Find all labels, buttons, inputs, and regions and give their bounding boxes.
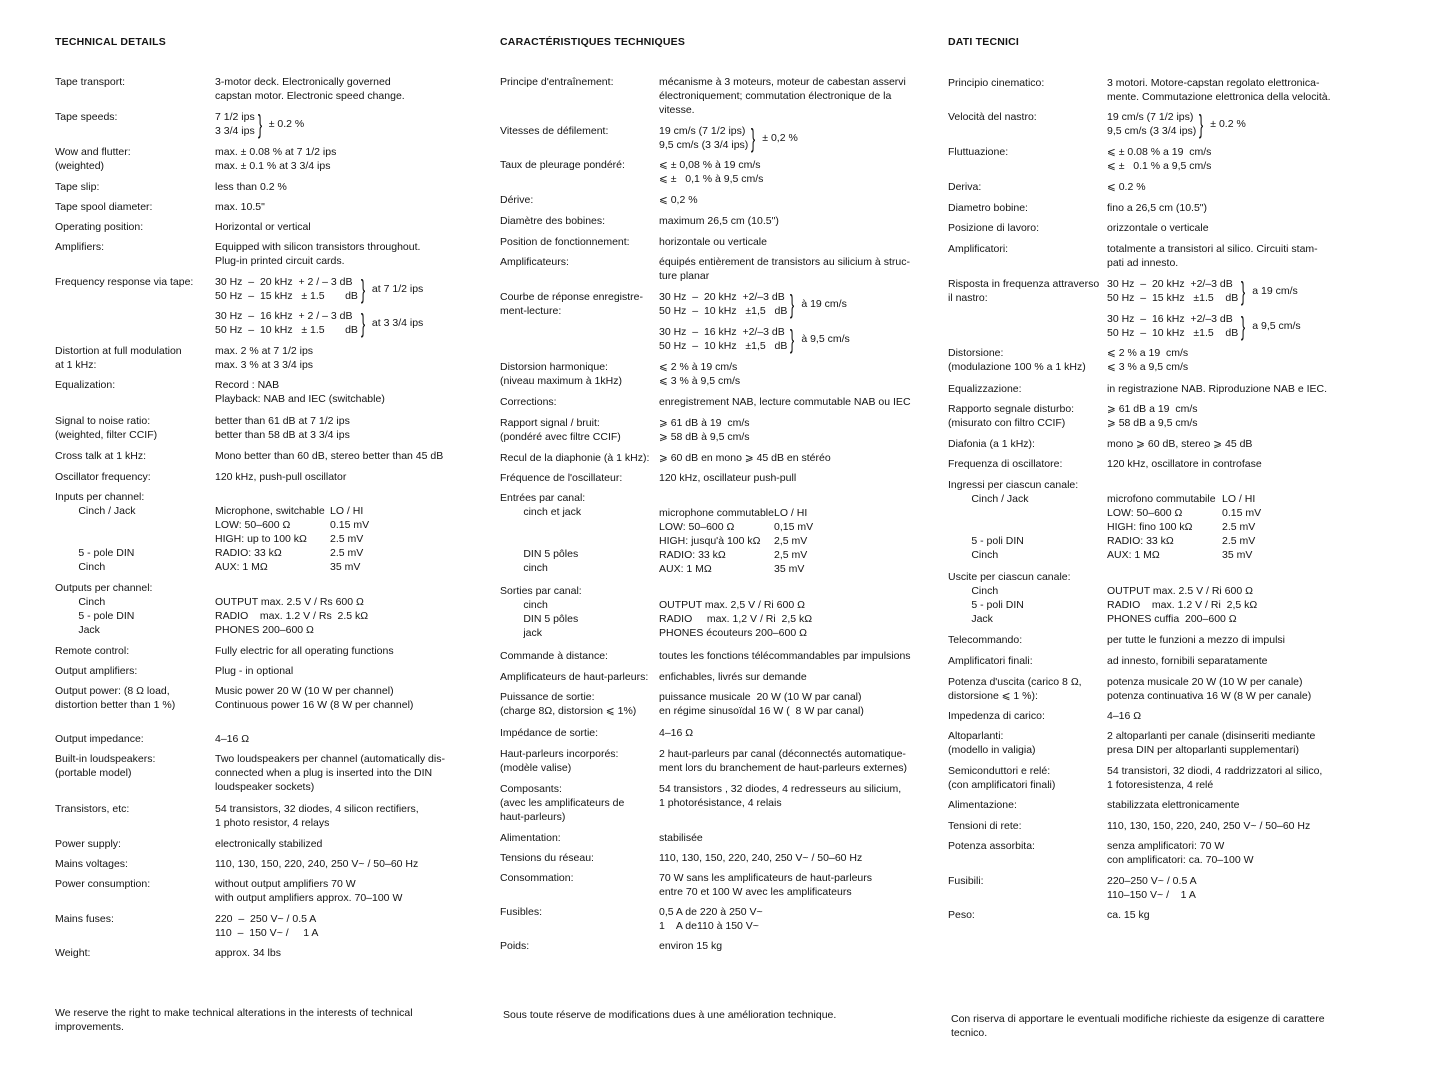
spec-value: mécanisme à 3 moteurs, moteur de cabestan asservi électroniquement; commutation électronique de la vitesse. xyxy=(659,76,906,116)
spec-label: Amplificateurs: xyxy=(500,256,569,268)
brace-icon: } xyxy=(360,308,366,338)
spec-value: maximum 26,5 cm (10.5") xyxy=(659,215,779,227)
spec-value: Fully electric for all operating functions xyxy=(215,645,394,657)
input-level: 0,15 mV xyxy=(774,521,814,533)
freq-values: 30 Hz – 20 kHz +2/–3 dB 50 Hz – 15 kHz ±1.5 dB xyxy=(1107,278,1239,304)
input-level: 0.15 mV xyxy=(330,519,370,531)
spec-label: Diamètre des bobines: xyxy=(500,215,606,227)
spec-value: équipés entièrement de transistors au silicium à struc- ture planar xyxy=(659,256,910,282)
freq-speed: at 3 3/4 ips xyxy=(371,317,424,329)
spec-label: Commande à distance: xyxy=(500,650,608,662)
freq-speed: a 19 cm/s xyxy=(1252,285,1298,297)
spec-value: 54 transistors, 32 diodes, 4 silicon rectifiers, 1 photo resistor, 4 relays xyxy=(215,803,419,829)
freq-values: 30 Hz – 16 kHz +2/–3 dB 50 Hz – 10 kHz ±1.5 dB xyxy=(1107,313,1239,339)
freq-values: 30 Hz – 20 kHz +2/–3 dB 50 Hz – 10 kHz ±1,5 dB xyxy=(659,291,788,317)
spec-label: Equalizzazione: xyxy=(948,383,1022,395)
spec-value: stabilisée xyxy=(659,832,703,844)
spec-label: Amplificatori: xyxy=(948,243,1009,255)
spec-label: Deriva: xyxy=(948,181,982,193)
spec-label: Tensioni di rete: xyxy=(948,820,1022,832)
spec-value xyxy=(215,110,304,138)
spec-label: Amplificatori finali: xyxy=(948,655,1033,667)
spec-value: ⩾ 61 dB a 19 cm/s ⩾ 58 dB a 9,5 cm/s xyxy=(1107,403,1198,429)
spec-value: 54 transistori, 32 diodi, 4 raddrizzatori al silico, 1 fotoresistenza, 4 relé xyxy=(1107,765,1323,791)
input-name: RADIO: 33 kΩ xyxy=(215,547,282,559)
spec-value: 120 kHz, oscillateur push-pull xyxy=(659,472,797,484)
input-level: 2,5 mV xyxy=(774,549,808,561)
spec-value: ad innesto, fornibili separatamente xyxy=(1107,655,1268,667)
spec-value: 70 W sans les amplificateurs de haut-parleurs entre 70 et 100 W avec les amplificateurs xyxy=(659,872,873,898)
spec-label: Uscite per ciascun canale: Cinch 5 - poli DIN Jack xyxy=(948,571,1071,625)
brace-icon: } xyxy=(1241,311,1246,341)
spec-value: ⩽ 0,2 % xyxy=(659,194,698,206)
section-title-fr: CARACTÉRISTIQUES TECHNIQUES xyxy=(500,36,686,48)
footnote-en: We reserve the right to make technical alterations in the interests of technical improvements. xyxy=(55,1007,413,1033)
input-level: 2,5 mV xyxy=(774,535,808,547)
spec-label: Altoparlanti: (modello in valigia) xyxy=(948,730,1036,756)
spec-label: Ingressi per ciascun canale: Cinch / Jack 5 - poli DIN Cinch xyxy=(948,479,1079,561)
spec-value: potenza musicale 20 W (10 W per canale) potenza continuativa 16 W (8 W per canale) xyxy=(1107,676,1312,702)
spec-value: ⩽ ± 0,08 % à 19 cm/s ⩽ ± 0,1 % à 9,5 cm/s xyxy=(659,159,764,185)
freq-values: 30 Hz – 20 kHz + 2 / – 3 dB 50 Hz – 15 kHz ± 1.5 dB xyxy=(215,276,358,302)
spec-label: Fréquence de l'oscillateur: xyxy=(500,472,623,484)
spec-value: enregistrement NAB, lecture commutable NAB ou IEC xyxy=(659,396,911,408)
input-name: HIGH: fino 100 kΩ xyxy=(1107,521,1193,533)
spec-label: Wow and flutter: (weighted) xyxy=(55,146,131,172)
spec-label: Peso: xyxy=(948,909,975,921)
input-level: 2.5 mV xyxy=(330,547,364,559)
tolerance: ± 0,2 % xyxy=(762,132,798,144)
footnote-it: Con riserva di apportare le eventuali modifiche richieste da esigenze di carattere tecnico. xyxy=(951,1013,1325,1039)
spec-label: Puissance de sortie: (charge 8Ω, distorsion ⩽ 1%) xyxy=(500,691,637,717)
spec-label: Operating position: xyxy=(55,221,144,233)
input-name: LOW: 50–600 Ω xyxy=(215,519,291,531)
input-name: RADIO: 33 kΩ xyxy=(1107,535,1174,547)
spec-label: Corrections: xyxy=(500,396,557,408)
spec-label: Distortion at full modulation at 1 kHz: xyxy=(55,345,182,371)
spec-label: Velocità del nastro: xyxy=(948,111,1037,123)
spec-value: OUTPUT max. 2,5 V / Ri 600 Ω RADIO max. 1,2 V / Ri 2,5 kΩ PHONES écouteurs 200–600 Ω xyxy=(659,599,813,639)
spec-value: senza amplificatori: 70 W con amplificatori: ca. 70–100 W xyxy=(1107,840,1254,866)
brace-icon: } xyxy=(360,274,366,304)
spec-label: Fusibles: xyxy=(500,906,543,918)
spec-value: ⩽ 2 % a 19 cm/s ⩽ 3 % a 9,5 cm/s xyxy=(1107,347,1189,373)
spec-label: Risposta in frequenza attraverso il nastro: xyxy=(948,278,1100,304)
spec-value: Music power 20 W (10 W per channel) Continuous power 16 W (8 W per channel) xyxy=(215,685,414,711)
spec-label: Output power: (8 Ω load, distortion better than 1 %) xyxy=(55,685,176,711)
spec-value: 120 kHz, oscillatore in controfase xyxy=(1107,458,1262,470)
spec-value: approx. 34 lbs xyxy=(215,947,281,959)
spec-label: Fluttuazione: xyxy=(948,146,1009,158)
brace-icon: } xyxy=(751,123,756,153)
spec-value: 4–16 Ω xyxy=(215,733,250,745)
input-level: 2.5 mV xyxy=(1222,521,1256,533)
tolerance: ± 0.2 % xyxy=(1210,118,1246,130)
spec-label: Posizione di lavoro: xyxy=(948,222,1040,234)
spec-label: Outputs per channel: Cinch 5 - pole DIN Jack xyxy=(55,582,153,636)
input-level: 2.5 mV xyxy=(1222,535,1256,547)
spec-label: Inputs per channel: Cinch / Jack 5 - pole DIN Cinch xyxy=(55,491,145,573)
spec-label: Alimentation: xyxy=(500,832,561,844)
spec-label: Principio cinematico: xyxy=(948,77,1045,89)
speed-values: 19 cm/s (7 1/2 ips) 9,5 cm/s (3 3/4 ips) xyxy=(659,125,749,151)
input-name: RADIO: 33 kΩ xyxy=(659,549,726,561)
spec-value: ⩾ 61 dB à 19 cm/s ⩾ 58 dB à 9,5 cm/s xyxy=(659,417,750,443)
spec-value: Record : NAB Playback: NAB and IEC (switchable) xyxy=(215,379,385,405)
spec-label: Position de fonctionnement: xyxy=(500,236,630,248)
spec-label: Taux de pleurage pondéré: xyxy=(500,159,625,171)
freq-group-2 xyxy=(215,309,423,337)
spec-label: Remote control: xyxy=(55,645,130,657)
section-title-it: DATI TECNICI xyxy=(948,36,1020,48)
spec-value: 2 altoparlanti per canale (disinseriti mediante presa DIN per altoparlanti supplementari) xyxy=(1107,730,1316,756)
spec-label: Built-in loudspeakers: (portable model) xyxy=(55,753,156,779)
spec-value: in registrazione NAB. Riproduzione NAB e IEC. xyxy=(1107,383,1328,395)
freq-group-1 xyxy=(215,275,423,303)
spec-value: ⩽ ± 0.08 % a 19 cm/s ⩽ ± 0.1 % a 9,5 cm/s xyxy=(1107,146,1212,172)
spec-value: 4–16 Ω xyxy=(1107,710,1142,722)
speed-values: 19 cm/s (7 1/2 ips) 9,5 cm/s (3 3/4 ips) xyxy=(1107,111,1197,137)
spec-value: ⩽ 0.2 % xyxy=(1107,181,1146,193)
input-level: 35 mV xyxy=(330,561,361,573)
spec-label: Mains fuses: xyxy=(55,913,114,925)
spec-label: Poids: xyxy=(500,940,530,952)
spec-label: Courbe de réponse enregistre- ment-lecture: xyxy=(500,291,644,317)
input-level: 35 mV xyxy=(1222,549,1253,561)
spec-value: totalmente a transistori al silico. Circuiti stam- pati ad innesto. xyxy=(1107,243,1318,269)
spec-value: 4–16 Ω xyxy=(659,727,694,739)
spec-value: max. 2 % at 7 1/2 ips max. 3 % at 3 3/4 ips xyxy=(215,345,314,371)
spec-value: per tutte le funzioni a mezzo di impulsi xyxy=(1107,634,1286,646)
spec-label: Amplifiers: xyxy=(55,241,105,253)
spec-label: Tape transport: xyxy=(55,76,126,88)
spec-label: Dérive: xyxy=(500,194,534,206)
spec-label: Distorsione: (modulazione 100 % a 1 kHz) xyxy=(948,347,1086,373)
input-grid xyxy=(215,504,400,574)
freq-group-1 xyxy=(659,290,847,318)
input-name: microfono commutabile xyxy=(1107,493,1216,505)
spec-label: Impédance de sortie: xyxy=(500,727,599,739)
freq-speed: à 19 cm/s xyxy=(801,298,847,310)
input-grid xyxy=(1107,492,1292,562)
spec-value: 220 – 250 V~ / 0.5 A 110 – 150 V~ / 1 A xyxy=(215,913,319,939)
spec-value: environ 15 kg xyxy=(659,940,723,952)
input-name: LOW: 50–600 Ω xyxy=(659,521,735,533)
freq-speed: a 9,5 cm/s xyxy=(1252,320,1301,332)
spec-label: Output amplifiers: xyxy=(55,665,138,677)
spec-label: Rapporto segnale disturbo: (misurato con filtro CCIF) xyxy=(948,403,1075,429)
input-grid xyxy=(659,506,844,576)
footnote-fr: Sous toute réserve de modifications dues à une amélioration technique. xyxy=(503,1009,837,1021)
spec-value: 110, 130, 150, 220, 240, 250 V~ / 50–60 Hz xyxy=(215,858,419,870)
freq-speed: à 9,5 cm/s xyxy=(801,333,850,345)
spec-label: Composants: (avec les amplificateurs de haut-parleurs) xyxy=(500,783,625,823)
spec-label: Recul de la diaphonie (à 1 kHz): xyxy=(500,452,650,464)
spec-value: 220–250 V~ / 0.5 A 110–150 V~ / 1 A xyxy=(1107,875,1197,901)
brace-icon: } xyxy=(257,109,262,139)
spec-label: Output impedance: xyxy=(55,733,144,745)
input-level: 0.15 mV xyxy=(1222,507,1262,519)
spec-value: without output amplifiers 70 W with output amplifiers approx. 70–100 W xyxy=(215,878,403,904)
freq-values: 30 Hz – 16 kHz +2/–3 dB 50 Hz – 10 kHz ±1,5 dB xyxy=(659,326,788,352)
spec-label: Power consumption: xyxy=(55,878,151,890)
spec-value xyxy=(659,124,798,152)
spec-label: Frequenza di oscillatore: xyxy=(948,458,1063,470)
freq-values: 30 Hz – 16 kHz + 2 / – 3 dB 50 Hz – 10 kHz ± 1.5 dB xyxy=(215,310,358,336)
spec-value: 110, 130, 150, 220, 240, 250 V~ / 50–60 Hz xyxy=(659,852,863,864)
input-name: microphone commutable xyxy=(659,507,774,519)
spec-value: fino a 26,5 cm (10.5") xyxy=(1107,202,1208,214)
spec-value: OUTPUT max. 2.5 V / Ri 600 Ω RADIO max. 1.2 V / Ri 2,5 kΩ PHONES cuffia 200–600 Ω xyxy=(1107,585,1258,625)
spec-label: Power supply: xyxy=(55,838,121,850)
spec-value: Plug - in optional xyxy=(215,665,294,677)
spec-value: horizontale ou verticale xyxy=(659,236,767,248)
spec-label: Telecommando: xyxy=(948,634,1023,646)
spec-label: Alimentazione: xyxy=(948,799,1017,811)
input-level: LO / HI xyxy=(1222,493,1256,505)
spec-value: toutes les fonctions télécommandables par impulsions xyxy=(659,650,911,662)
spec-value: ca. 15 kg xyxy=(1107,909,1150,921)
spec-value: enfichables, livrés sur demande xyxy=(659,671,807,683)
spec-label: Impedenza di carico: xyxy=(948,710,1045,722)
spec-label: Vitesses de défilement: xyxy=(500,125,609,137)
spec-label: Equalization: xyxy=(55,379,116,391)
input-level: 2.5 mV xyxy=(330,533,364,545)
spec-label: Tape speeds: xyxy=(55,111,118,123)
speed-values: 7 1/2 ips 3 3/4 ips xyxy=(215,111,255,137)
spec-label: Principe d'entraînement: xyxy=(500,76,614,88)
spec-label: Signal to noise ratio: (weighted, filter CCIF) xyxy=(55,415,158,441)
input-name: AUX: 1 MΩ xyxy=(1107,549,1160,561)
spec-label: Semiconduttori e relé: (con amplificatori finali) xyxy=(948,765,1056,791)
input-name: AUX: 1 MΩ xyxy=(659,563,712,575)
spec-label: Entrées par canal: cinch et jack DIN 5 pôles cinch xyxy=(500,492,586,574)
spec-value: less than 0.2 % xyxy=(215,181,287,193)
input-name: HIGH: up to 100 kΩ xyxy=(215,533,307,545)
spec-value: 3-motor deck. Electronically governed capstan motor. Electronic speed change. xyxy=(215,76,405,102)
spec-value: OUTPUT max. 2.5 V / Rs 600 Ω RADIO max. 1.2 V / Rs 2.5 kΩ PHONES 200–600 Ω xyxy=(215,596,369,636)
input-name: Microphone, switchable xyxy=(215,505,325,517)
spec-value xyxy=(1107,110,1246,138)
spec-value: 120 kHz, push-pull oscillator xyxy=(215,471,347,483)
input-level: 35 mV xyxy=(774,563,805,575)
spec-label: Tensions du réseau: xyxy=(500,852,594,864)
tolerance: ± 0.2 % xyxy=(268,118,305,130)
brace-icon: } xyxy=(1199,109,1204,139)
spec-label: Rapport signal / bruit: (pondéré avec filtre CCIF) xyxy=(500,417,621,443)
spec-value: max. ± 0.08 % at 7 1/2 ips max. ± 0.1 % at 3 3/4 ips xyxy=(215,146,337,172)
brace-icon: } xyxy=(790,289,795,319)
spec-label: Distorsion harmonique: (niveau maximum à 1kHz) xyxy=(500,361,622,387)
freq-group-2 xyxy=(1107,312,1301,340)
spec-value: max. 10.5" xyxy=(215,201,265,213)
spec-value: 54 transistors , 32 diodes, 4 redresseurs au silicium, 1 photorésistance, 4 relais xyxy=(659,783,902,809)
spec-label: Tape spool diameter: xyxy=(55,201,153,213)
spec-value: orizzontale o verticale xyxy=(1107,222,1209,234)
freq-group-2 xyxy=(659,325,850,353)
spec-label: Amplificateurs de haut-parleurs: xyxy=(500,671,649,683)
brace-icon: } xyxy=(790,324,795,354)
spec-value: electronically stabilized xyxy=(215,838,323,850)
input-name: AUX: 1 MΩ xyxy=(215,561,268,573)
spec-value: Two loudspeakers per channel (automatically dis- connected when a plug is inserted into the DIN loudspeaker sockets) xyxy=(215,753,445,793)
spec-value: 2 haut-parleurs par canal (déconnectés automatique- ment lors du branchement de haut-parleurs externes) xyxy=(659,748,908,774)
spec-label: Potenza d'uscita (carico 8 Ω, distorsione ⩽ 1 %): xyxy=(948,676,1082,702)
input-level: LO / HI xyxy=(330,505,364,517)
spec-label: Consommation: xyxy=(500,872,574,884)
spec-label: Frequency response via tape: xyxy=(55,276,194,288)
spec-value: 0,5 A de 220 à 250 V~ 1 A de110 à 150 V~ xyxy=(659,906,763,932)
spec-label: Tape slip: xyxy=(55,181,100,193)
spec-value: Equipped with silicon transistors throughout. Plug-in printed circuit cards. xyxy=(215,241,421,267)
brace-icon: } xyxy=(1241,276,1246,306)
freq-speed: at 7 1/2 ips xyxy=(371,283,424,295)
input-name: LOW: 50–600 Ω xyxy=(1107,507,1183,519)
freq-group-1 xyxy=(1107,277,1298,305)
spec-label: Cross talk at 1 kHz: xyxy=(55,450,147,462)
spec-value: stabilizzata elettronicamente xyxy=(1107,799,1240,811)
input-level: LO / HI xyxy=(774,507,808,519)
input-name: HIGH: jusqu'à 100 kΩ xyxy=(659,535,761,547)
spec-value: 110, 130, 150, 220, 240, 250 V~ / 50–60 Hz xyxy=(1107,820,1311,832)
spec-label: Diametro bobine: xyxy=(948,202,1028,214)
section-title-en: TECHNICAL DETAILS xyxy=(55,36,166,48)
spec-label: Transistors, etc: xyxy=(55,803,130,815)
spec-value: 3 motori. Motore-capstan regolato elettronica- mente. Commutazione elettronica della velocità. xyxy=(1107,77,1331,103)
spec-label: Oscillator frequency: xyxy=(55,471,151,483)
spec-label: Fusibili: xyxy=(948,875,984,887)
spec-label: Potenza assorbita: xyxy=(948,840,1035,852)
spec-value: puissance musicale 20 W (10 W par canal) en régime sinusoïdal 16 W ( 8 W par canal) xyxy=(659,691,864,717)
spec-value: ⩾ 60 dB en mono ⩾ 45 dB en stéréo xyxy=(659,452,831,464)
spec-label: Haut-parleurs incorporés: (modèle valise) xyxy=(500,748,619,774)
spec-label: Mains voltages: xyxy=(55,858,128,870)
spec-value: better than 61 dB at 7 1/2 ips better than 58 dB at 3 3/4 ips xyxy=(215,415,350,441)
spec-value: mono ⩾ 60 dB, stereo ⩾ 45 dB xyxy=(1107,438,1253,450)
spec-value: Mono better than 60 dB, stereo better than 45 dB xyxy=(215,450,444,462)
spec-label: Sorties par canal: cinch DIN 5 pôles jack xyxy=(500,585,582,639)
spec-value: ⩽ 2 % à 19 cm/s ⩽ 3 % à 9,5 cm/s xyxy=(659,361,741,387)
spec-label: Weight: xyxy=(55,947,91,959)
spec-value: Horizontal or vertical xyxy=(215,221,311,233)
spec-label: Diafonia (a 1 kHz): xyxy=(948,438,1035,450)
